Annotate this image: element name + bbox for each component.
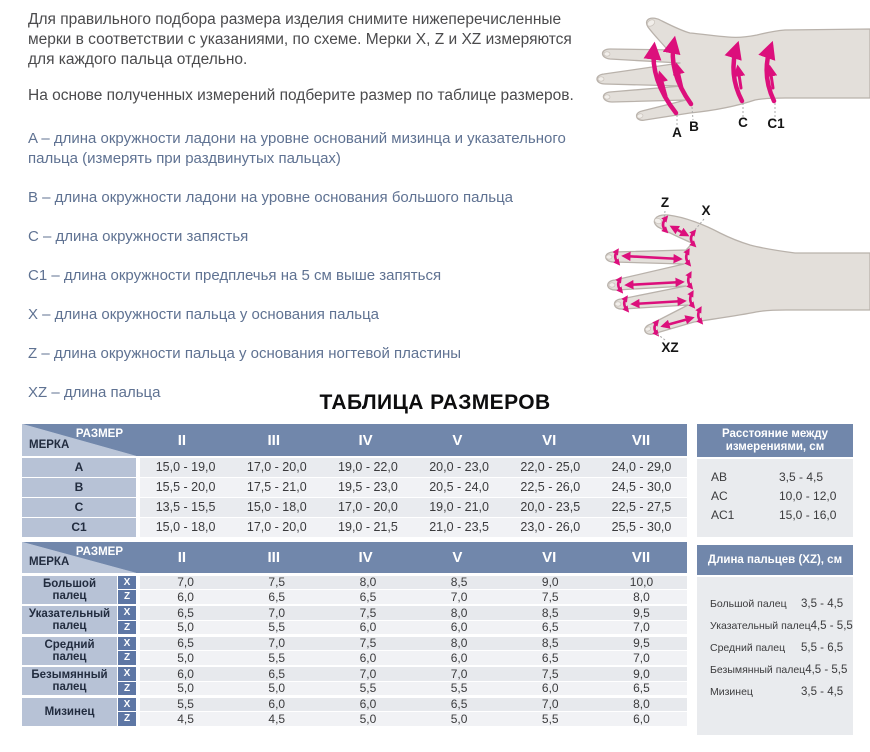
size-value-cell: 6,0	[322, 621, 413, 635]
size-value-cell: 7,0	[231, 606, 322, 620]
size-value-cell: 6,0	[322, 698, 413, 712]
size-value-cell: 6,0	[414, 621, 505, 635]
finger-table-rows	[22, 576, 687, 726]
finger-nail	[604, 95, 610, 99]
size-value-cell: 19,0 - 22,0	[322, 458, 413, 477]
panel-row-label: Мизинец	[710, 686, 753, 698]
size-value-cell: 8,5	[505, 606, 596, 620]
measure-badge: Z	[118, 651, 136, 665]
measure-badge: X	[118, 576, 136, 590]
finger-group	[22, 667, 687, 695]
panel-row-label: AC1	[711, 507, 735, 522]
size-table-row	[22, 458, 687, 477]
finger-row	[118, 698, 687, 712]
size-value-cell: 5,5	[231, 651, 322, 665]
measurement-definition: C1 – длина окружности предплечья на 5 см выше запяться	[28, 267, 442, 284]
size-table-header	[22, 424, 687, 456]
size-value-cell: 4,5	[140, 712, 231, 726]
panel-row-value: 3,5 - 4,5	[801, 598, 844, 610]
hand-diagram-fingers	[590, 175, 870, 375]
size-table-row	[22, 518, 687, 537]
measurement-definitions	[28, 129, 594, 422]
measure-row-label: A	[22, 458, 136, 477]
finger-table	[22, 542, 687, 728]
size-value-cell: 5,0	[414, 712, 505, 726]
size-column-header: III	[267, 431, 280, 449]
finger-group	[22, 606, 687, 634]
size-value-cell: 5,5	[414, 682, 505, 696]
band-label-a: A	[672, 125, 682, 140]
finger-nail	[606, 255, 612, 259]
size-value-cell: 10,0	[596, 576, 687, 590]
size-table-columns	[136, 424, 687, 456]
hand-outline	[606, 215, 870, 334]
panel-row	[710, 681, 845, 703]
size-column-header: VI	[542, 431, 557, 449]
measurement-definition: Z – длина окружности пальца у основания ногтевой пластины	[28, 345, 462, 362]
measure-row-label: B	[22, 478, 136, 497]
panel-row-label: AC	[711, 488, 728, 503]
size-value-cell: 6,0	[140, 590, 231, 604]
finger-name-label: Мизинец	[22, 698, 117, 726]
finger-rows	[118, 698, 687, 726]
finger-row	[118, 637, 687, 651]
size-value-cell: 8,5	[505, 637, 596, 651]
finger-nail	[609, 283, 615, 287]
panel-row-value: 3,5 - 4,5	[779, 469, 824, 484]
corner-measure-label: МЕРКА	[29, 556, 70, 568]
finger-length-panel-rows	[697, 577, 853, 735]
distance-panel	[697, 424, 853, 537]
size-value-cell: 8,0	[414, 606, 505, 620]
size-value-cell: 6,5	[414, 698, 505, 712]
distance-panel-header: Расстояние между измерениями, см	[697, 424, 853, 457]
measure-row-label: C1	[22, 518, 136, 537]
panel-row-value: 3,5 - 4,5	[801, 686, 844, 698]
size-value-cell: 6,5	[140, 606, 231, 620]
panel-row-value: 10,0 - 12,0	[779, 488, 837, 503]
finger-group	[22, 698, 687, 726]
panel-row	[711, 486, 845, 505]
panel-row-value: 5,5 - 6,5	[801, 642, 844, 654]
panel-row	[710, 615, 853, 637]
size-column-header: V	[452, 549, 463, 566]
finger-length-panel	[697, 545, 853, 735]
size-value-cell: 7,0	[414, 667, 505, 681]
measurement-definition: B – длина окружности ладони на уровне основания большого пальца	[28, 189, 514, 206]
corner-size-label: РАЗМЕР	[75, 546, 123, 558]
size-value-cell: 20,0 - 23,5	[505, 498, 596, 517]
finger-row	[118, 621, 687, 635]
size-value-cell: 7,0	[322, 667, 413, 681]
finger-length-panel-header: Длина пальцев (XZ), см	[697, 545, 853, 575]
size-value-cell: 6,5	[596, 682, 687, 696]
size-value-cell: 6,5	[322, 590, 413, 604]
size-value-cell: 6,0	[596, 712, 687, 726]
finger-rows	[118, 667, 687, 695]
size-value-cell: 9,0	[596, 667, 687, 681]
size-value-cell: 24,0 - 29,0	[596, 458, 687, 477]
size-table-row	[22, 478, 687, 497]
size-value-cell: 21,0 - 23,5	[414, 518, 505, 537]
size-value-cell: 5,0	[231, 682, 322, 696]
measure-badge: X	[118, 606, 136, 620]
corner-measure-label: МЕРКА	[29, 439, 70, 451]
band-label-b: B	[689, 119, 699, 134]
finger-nail	[615, 302, 621, 306]
finger-row	[118, 667, 687, 681]
size-value-cell: 8,0	[322, 576, 413, 590]
corner-size-label: РАЗМЕР	[75, 428, 123, 440]
size-table-title: ТАБЛИЦА РАЗМЕРОВ	[319, 391, 551, 414]
finger-name-label: Средний палец	[22, 637, 117, 665]
size-value-cell: 23,0 - 26,0	[505, 518, 596, 537]
size-value-cell: 15,0 - 18,0	[231, 498, 322, 517]
size-table-rows	[22, 458, 687, 537]
measure-badge: Z	[118, 682, 136, 696]
size-column-header: VI	[542, 549, 557, 566]
finger-group	[22, 576, 687, 604]
size-value-cell: 19,0 - 21,5	[322, 518, 413, 537]
size-value-cell: 6,5	[140, 637, 231, 651]
size-value-cell: 22,0 - 25,0	[505, 458, 596, 477]
panel-row	[711, 467, 845, 486]
size-value-cell: 5,0	[140, 682, 231, 696]
band-label-c1: C1	[767, 116, 785, 131]
size-value-cell: 7,5	[231, 576, 322, 590]
size-value-cell: 7,0	[596, 621, 687, 635]
size-value-cell: 13,5 - 15,5	[140, 498, 231, 517]
size-value-cell: 7,0	[231, 637, 322, 651]
size-value-cell: 8,0	[414, 637, 505, 651]
size-value-cell: 9,0	[505, 576, 596, 590]
measure-badge: X	[118, 698, 136, 712]
size-value-cell: 15,0 - 19,0	[140, 458, 231, 477]
leader-xz	[656, 333, 665, 340]
size-value-cell: 9,5	[596, 637, 687, 651]
finger-table-header	[22, 542, 687, 573]
size-value-cell: 7,0	[596, 651, 687, 665]
panel-row-label: Большой палец	[710, 598, 787, 610]
size-value-cell: 7,0	[505, 698, 596, 712]
size-value-cell: 8,5	[414, 576, 505, 590]
size-value-cell: 5,0	[140, 621, 231, 635]
size-column-header: II	[177, 431, 187, 449]
size-value-cell: 17,5 - 21,0	[231, 478, 322, 497]
size-value-cell: 6,0	[505, 682, 596, 696]
finger-row	[118, 590, 687, 604]
size-column-header: VII	[631, 549, 651, 566]
finger-label-x: X	[701, 203, 711, 218]
size-value-cell: 6,0	[414, 651, 505, 665]
size-value-cell: 7,5	[322, 606, 413, 620]
size-value-cell: 17,0 - 20,0	[322, 498, 413, 517]
size-value-cell: 6,5	[231, 667, 322, 681]
measurement-definition: A – длина окружности ладони на уровне оснований мизинца и указательного пальца (измерять при раздвинутых пальцах)	[28, 130, 566, 167]
finger-row	[118, 651, 687, 665]
size-table	[22, 424, 687, 538]
panel-row-value: 4,5 - 5,5	[805, 664, 848, 676]
panel-row-label: AB	[711, 469, 728, 484]
size-value-cell: 22,5 - 26,0	[505, 478, 596, 497]
size-column-header: IV	[358, 431, 373, 449]
finger-rows	[118, 606, 687, 634]
size-column-header: II	[177, 549, 187, 566]
finger-rows	[118, 637, 687, 665]
size-value-cell: 6,0	[140, 667, 231, 681]
measurement-definition: X – длина окружности пальца у основания пальца	[28, 306, 380, 323]
size-value-cell: 7,5	[505, 667, 596, 681]
size-value-cell: 25,5 - 30,0	[596, 518, 687, 537]
size-value-cell: 15,5 - 20,0	[140, 478, 231, 497]
size-value-cell: 6,5	[505, 621, 596, 635]
measure-badge: X	[118, 637, 136, 651]
panel-row-label: Средний палец	[710, 642, 786, 654]
size-value-cell: 7,0	[414, 590, 505, 604]
size-column-header: IV	[358, 549, 373, 566]
size-table-row	[22, 498, 687, 517]
finger-rows	[118, 576, 687, 604]
finger-nail	[604, 52, 610, 56]
size-value-cell: 7,5	[322, 637, 413, 651]
panel-row	[710, 593, 845, 615]
finger-table-columns	[136, 542, 687, 573]
panel-row-label: Указательный палец	[710, 620, 811, 632]
size-column-header: VII	[631, 431, 651, 449]
measure-badge: Z	[118, 590, 136, 604]
size-value-cell: 22,5 - 27,5	[596, 498, 687, 517]
finger-row	[118, 712, 687, 726]
measurement-definition: XZ – длина пальца	[28, 384, 161, 401]
finger-group	[22, 637, 687, 665]
size-column-header: III	[267, 549, 280, 566]
finger-name-label: Указательный палец	[22, 606, 117, 634]
size-value-cell: 6,0	[322, 651, 413, 665]
size-value-cell: 24,5 - 30,0	[596, 478, 687, 497]
panel-row-value: 15,0 - 16,0	[779, 507, 837, 522]
size-value-cell: 5,5	[231, 621, 322, 635]
distance-panel-rows	[697, 459, 853, 537]
size-value-cell: 9,5	[596, 606, 687, 620]
size-value-cell: 5,5	[322, 682, 413, 696]
intro-paragraph-2: На основе полученных измерений подберите размер по таблице размеров.	[28, 87, 574, 104]
size-value-cell: 5,5	[505, 712, 596, 726]
table-corner-cell	[22, 542, 136, 573]
measurement-definition: C – длина окружности запястья	[28, 228, 249, 245]
finger-label-xz: XZ	[661, 340, 679, 355]
panel-row-value: 4,5 - 5,5	[810, 620, 853, 632]
hand-diagram-circumferences	[590, 0, 870, 150]
measure-badge: Z	[118, 712, 136, 726]
finger-row	[118, 606, 687, 620]
size-value-cell: 5,0	[322, 712, 413, 726]
size-value-cell: 17,0 - 20,0	[231, 458, 322, 477]
size-column-header: V	[452, 431, 463, 449]
finger-row	[118, 682, 687, 696]
size-value-cell: 20,0 - 23,0	[414, 458, 505, 477]
size-value-cell: 19,0 - 21,0	[414, 498, 505, 517]
size-value-cell: 8,0	[596, 698, 687, 712]
measure-badge: X	[118, 667, 136, 681]
size-value-cell: 7,5	[505, 590, 596, 604]
measure-badge: Z	[118, 621, 136, 635]
panel-row	[710, 659, 848, 681]
measure-row-label: C	[22, 498, 136, 517]
panel-row-label: Безымянный палец	[710, 664, 806, 676]
finger-nail	[598, 77, 604, 81]
size-value-cell: 5,0	[140, 651, 231, 665]
table-corner-cell	[22, 424, 136, 456]
size-value-cell: 6,0	[231, 698, 322, 712]
finger-label-z: Z	[660, 195, 670, 210]
panel-row	[710, 637, 845, 659]
intro-paragraph-1: Для правильного подбора размера изделия снимите нижеперечисленные мерки в соответствии с указаниями, по схеме. Мерки X, Z и XZ измеряются для каждого пальца отдельно.	[28, 11, 572, 68]
size-value-cell: 8,0	[596, 590, 687, 604]
size-value-cell: 17,0 - 20,0	[231, 518, 322, 537]
band-label-c: C	[738, 115, 748, 130]
finger-name-label: Безымянный палец	[22, 667, 117, 695]
size-value-cell: 7,0	[140, 576, 231, 590]
finger-name-label: Большой палец	[22, 576, 117, 604]
size-value-cell: 19,5 - 23,0	[322, 478, 413, 497]
panel-row	[711, 505, 845, 524]
intro-text	[28, 10, 588, 106]
size-value-cell: 6,5	[505, 651, 596, 665]
size-value-cell: 15,0 - 18,0	[140, 518, 231, 537]
size-value-cell: 4,5	[231, 712, 322, 726]
size-value-cell: 6,5	[231, 590, 322, 604]
finger-row	[118, 576, 687, 590]
size-value-cell: 5,5	[140, 698, 231, 712]
size-value-cell: 20,5 - 24,0	[414, 478, 505, 497]
